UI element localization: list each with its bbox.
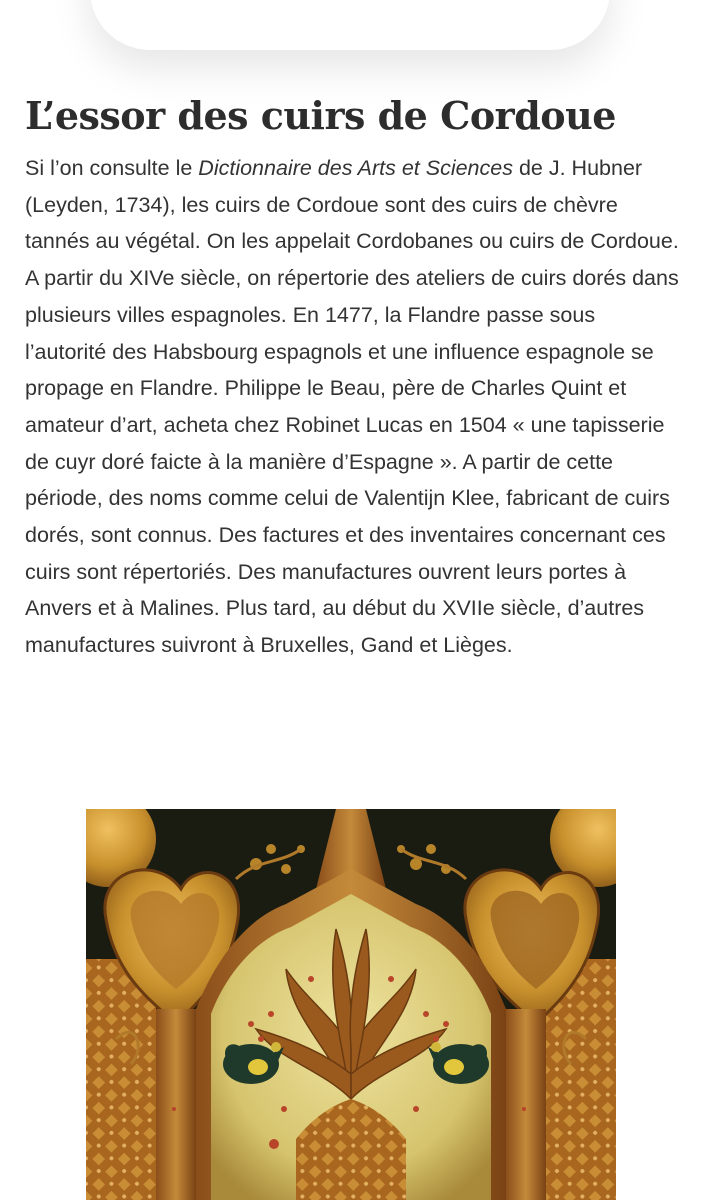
book-title: Dictionnaire des Arts et Sciences — [198, 156, 513, 180]
gilded-leather-illustration — [86, 809, 616, 1200]
cordoba-leather-image — [86, 809, 616, 1200]
article-title: L’essor des cuirs de Cordoue — [25, 93, 616, 138]
article-paragraph — [25, 150, 680, 664]
paragraph-rest: de J. Hubner (Leyden, 1734), les cuirs de Cordoue sont des cuirs de chèvre tannés au végétal. On les appelait Cordobanes ou cuirs de Cordoue. A partir du XIVe siècle, on répertorie des ateliers de cuirs dorés dans plusieurs villes espagnoles. En 1477, la Flandre passe sous l’autorité des Habsbourg espagnols et une influence espagnole se propage en Flandre. Philippe le Beau, père de Charles Quint et amateur d’art, acheta chez Robinet Lucas en 1504 « une tapisserie de cuyr doré faicte à la manière d’Espagne ». A partir de cette période, des noms comme celui de Valentijn Klee, fabricant de cuirs dorés, sont connus. Des factures et des inventaires concernant ces cuirs sont répertoriés. Des manufactures ouvrent leurs portes à Anvers et à Malines. Plus tard, au début du XVIIe siècle, d’autres manufactures suivront à Bruxelles, Gand et Lièges. — [25, 156, 679, 658]
paragraph-intro: Si l’on consulte le — [25, 156, 199, 180]
header-card-shadow — [90, 0, 610, 50]
article — [25, 92, 685, 664]
